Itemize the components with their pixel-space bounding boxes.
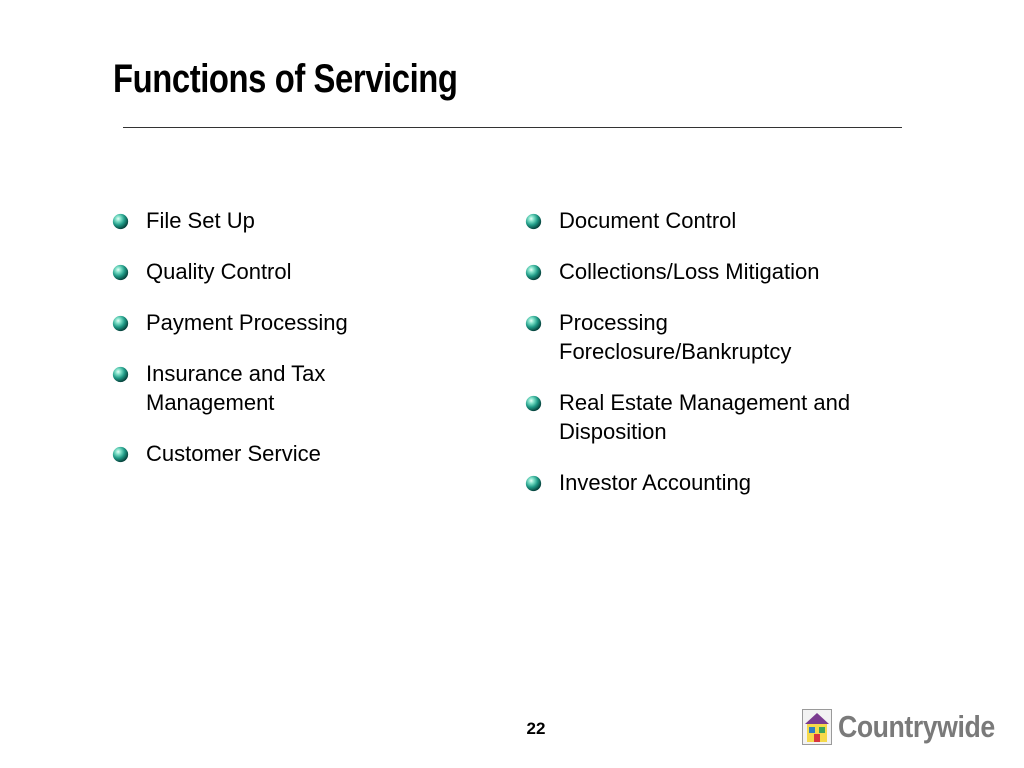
- left-bullet-list: [112, 206, 492, 490]
- teal-sphere-bullet-icon: [112, 366, 129, 383]
- countrywide-logo: [802, 708, 1020, 746]
- list-item-label: Document Control: [559, 208, 737, 233]
- list-item-label: Real Estate Management and Disposition: [559, 390, 851, 444]
- teal-sphere-bullet-icon: [112, 264, 129, 281]
- list-item: [112, 308, 492, 337]
- title-divider: [123, 127, 902, 128]
- right-bullet-list: [525, 206, 925, 519]
- house-icon: [802, 709, 832, 745]
- slide-title: Functions of Servicing: [113, 57, 458, 101]
- list-item: [112, 359, 492, 417]
- list-item-label: File Set Up: [146, 208, 255, 233]
- list-item-label: Processing Foreclosure/Bankruptcy: [559, 310, 792, 364]
- list-item: [525, 257, 925, 286]
- list-item-label: Quality Control: [146, 259, 292, 284]
- list-item-label: Payment Processing: [146, 310, 348, 335]
- list-item-label: Insurance and Tax Management: [146, 361, 326, 415]
- list-item: [525, 308, 925, 366]
- teal-sphere-bullet-icon: [525, 315, 542, 332]
- list-item-label: Customer Service: [146, 441, 321, 466]
- page-number: 22: [526, 719, 546, 738]
- list-item-label: Investor Accounting: [559, 470, 752, 495]
- logo-text: Countrywide: [838, 709, 995, 744]
- teal-sphere-bullet-icon: [112, 213, 129, 230]
- list-item: [525, 388, 925, 446]
- list-item: [525, 468, 925, 497]
- teal-sphere-bullet-icon: [525, 264, 542, 281]
- list-item: [112, 257, 492, 286]
- teal-sphere-bullet-icon: [525, 395, 542, 412]
- teal-sphere-bullet-icon: [525, 213, 542, 230]
- list-item: [112, 439, 492, 468]
- teal-sphere-bullet-icon: [112, 446, 129, 463]
- list-item: [112, 206, 492, 235]
- list-item-label: Collections/Loss Mitigation: [559, 259, 820, 284]
- teal-sphere-bullet-icon: [525, 475, 542, 492]
- teal-sphere-bullet-icon: [112, 315, 129, 332]
- list-item: [525, 206, 925, 235]
